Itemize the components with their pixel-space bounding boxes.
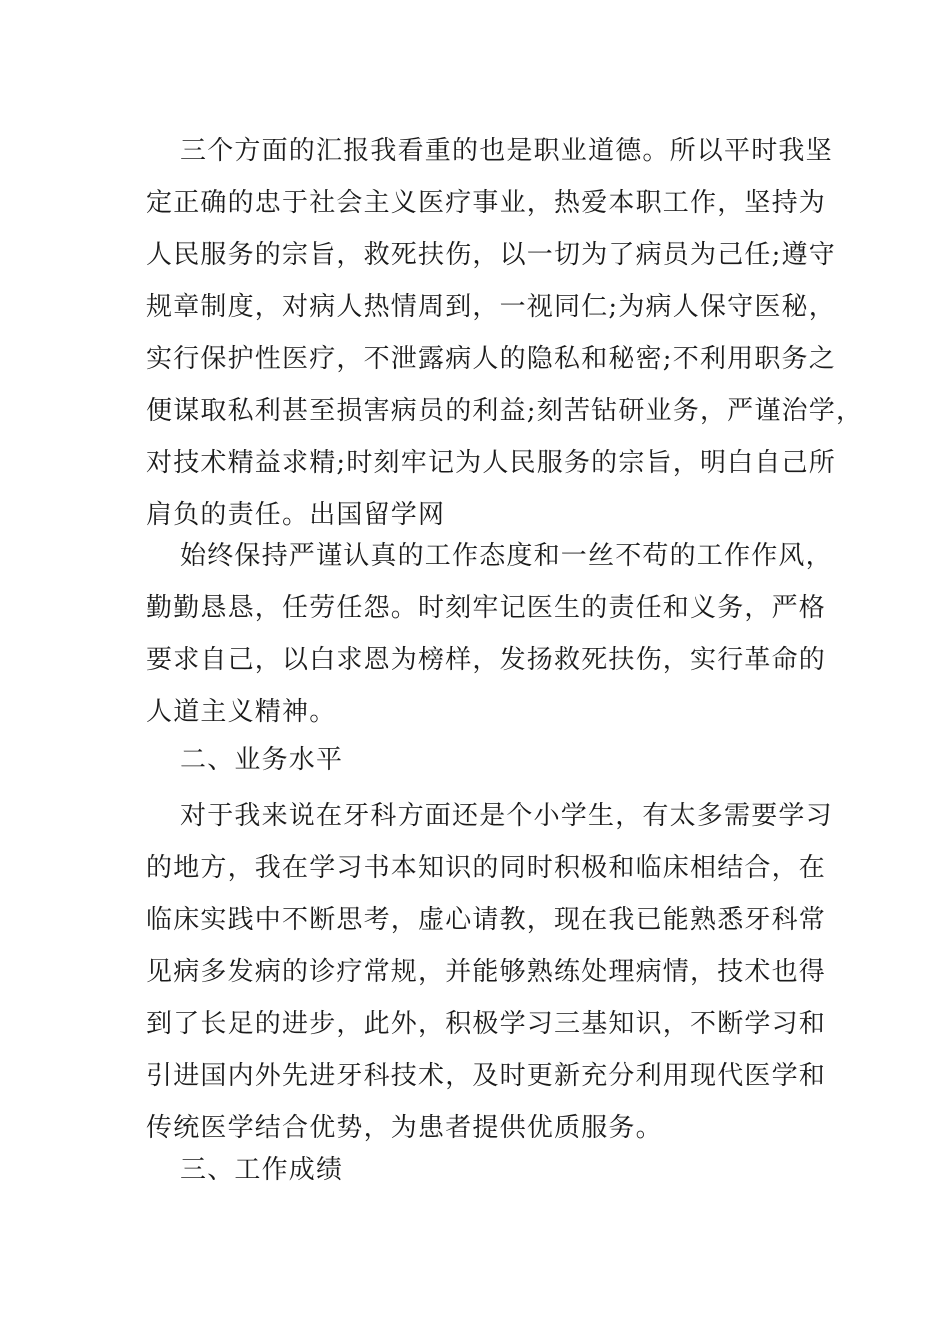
text-line: 见病多发病的诊疗常规，并能够熟练处理病情，技术也得 [146,957,827,987]
text-line: 人民服务的宗旨，救死扶伤，以一切为了病员为己任;遵守 [146,240,836,270]
paragraph-professional-ethics [146,125,863,541]
section-heading-business-level [146,734,343,786]
text-line: 便谋取私利甚至损害病员的利益;刻苦钻研业务，严谨治学， [146,396,864,426]
text-line: 肩负的责任。出国留学网 [146,500,446,530]
paragraph-work-attitude [146,530,833,738]
text-line: 人道主义精神。 [146,697,337,727]
text-line: 始终保持严谨认真的工作态度和一丝不苟的工作作风， [180,541,833,571]
text-line: 到了长足的进步，此外，积极学习三基知识，不断学习和 [146,1009,827,1039]
text-line: 三个方面的汇报我看重的也是职业道德。所以平时我坚 [180,136,833,166]
text-line: 传统医学结合优势，为患者提供优质服务。 [146,1113,663,1143]
text-line: 勤勤恳恳，任劳任怨。时刻牢记医生的责任和义务，严格 [146,593,827,623]
text-line: 临床实践中不断思考，虚心请教，现在我已能熟悉牙科常 [146,905,827,935]
section-heading: 三、工作成绩 [180,1155,344,1185]
text-line: 引进国内外先进牙科技术，及时更新充分利用现代医学和 [146,1061,827,1091]
text-line: 的地方，我在学习书本知识的同时积极和临床相结合，在 [146,853,827,883]
text-line: 实行保护性医疗，不泄露病人的隐私和秘密;不利用职务之 [146,344,836,374]
text-line: 定正确的忠于社会主义医疗事业，热爱本职工作，坚持为 [146,188,827,218]
text-line: 对于我来说在牙科方面还是个小学生，有太多需要学习 [180,801,833,831]
text-line: 要求自己，以白求恩为榜样，发扬救死扶伤，实行革命的 [146,645,827,675]
section-heading: 二、业务水平 [180,745,344,775]
text-line: 规章制度，对病人热情周到，一视同仁;为病人保守医秘， [146,292,836,322]
paragraph-business-level [146,790,833,1154]
text-line: 对技术精益求精;时刻牢记为人民服务的宗旨，明白自己所 [146,448,836,478]
section-heading-work-results [146,1144,343,1196]
